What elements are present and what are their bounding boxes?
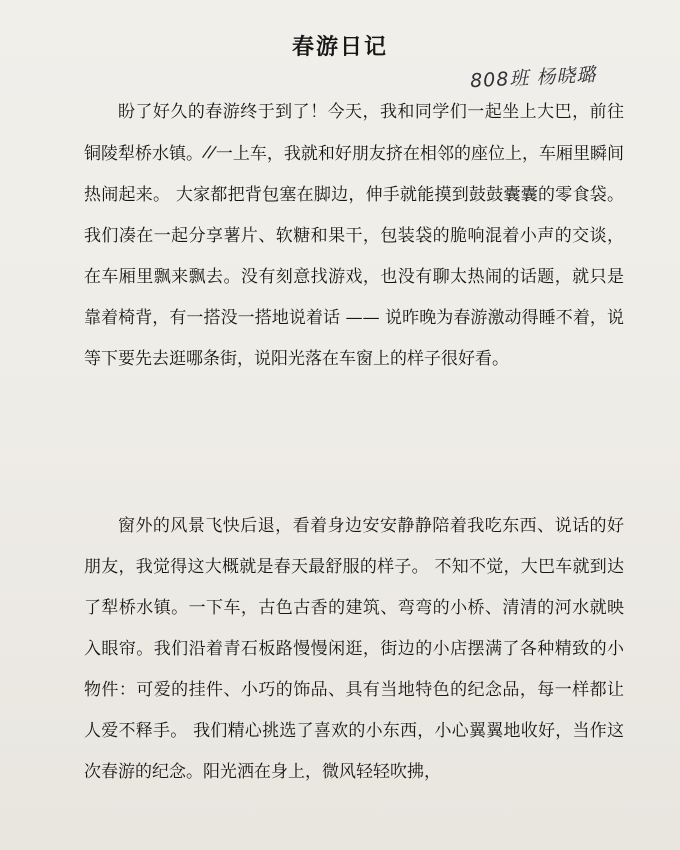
paragraph-1-text-a: 盼了好久的春游终于到了！今天，我和同学们一起坐上大巴，前往铜陵犁桥水镇。: [84, 102, 624, 164]
paragraph-1: [84, 92, 624, 380]
handwritten-signature: 808班 杨晓璐: [469, 63, 597, 93]
handwritten-slash-mark: //: [202, 141, 217, 162]
paragraph-2: 窗外的风景飞快后退，看着身边安安静静陪着我吃东西、说话的好朋友，我觉得这大概就是春天最舒服的样子。 不知不觉，大巴车就到达了犁桥水镇。一下车，古色古香的建筑、弯弯的小桥、清清的河水就映入眼帘。我们沿着青石板路慢慢闲逛，街边的小店摆满了各种精致的小物件：可爱的挂件、小巧的饰品、具有当地特色的纪念品，每一样都让人爱不释手。 我们精心挑选了喜欢的小东西，小心翼翼地收好，当作这次春游的纪念。阳光洒在身上，微风轻轻吹拂，: [84, 516, 624, 782]
paragraph-1-text-b: 一上车，我就和好朋友挤在相邻的座位上，车厢里瞬间热闹起来。 大家都把背包塞在脚边，伸手就能摸到鼓鼓囊囊的零食袋。我们凑在一起分享薯片、软糖和果干，包装袋的脆响混着小声的交谈，在车厢里飘来飘去。没有刻意找游戏，也没有聊太热闹的话题，就只是靠着椅背，有一搭没一搭地说着话 —— 说昨晚为春游激动得睡不着，说等下要先去逛哪条街，说阳光落在车窗上的样子很好看。: [84, 144, 625, 369]
diary-title: 春游日记: [291, 34, 388, 60]
